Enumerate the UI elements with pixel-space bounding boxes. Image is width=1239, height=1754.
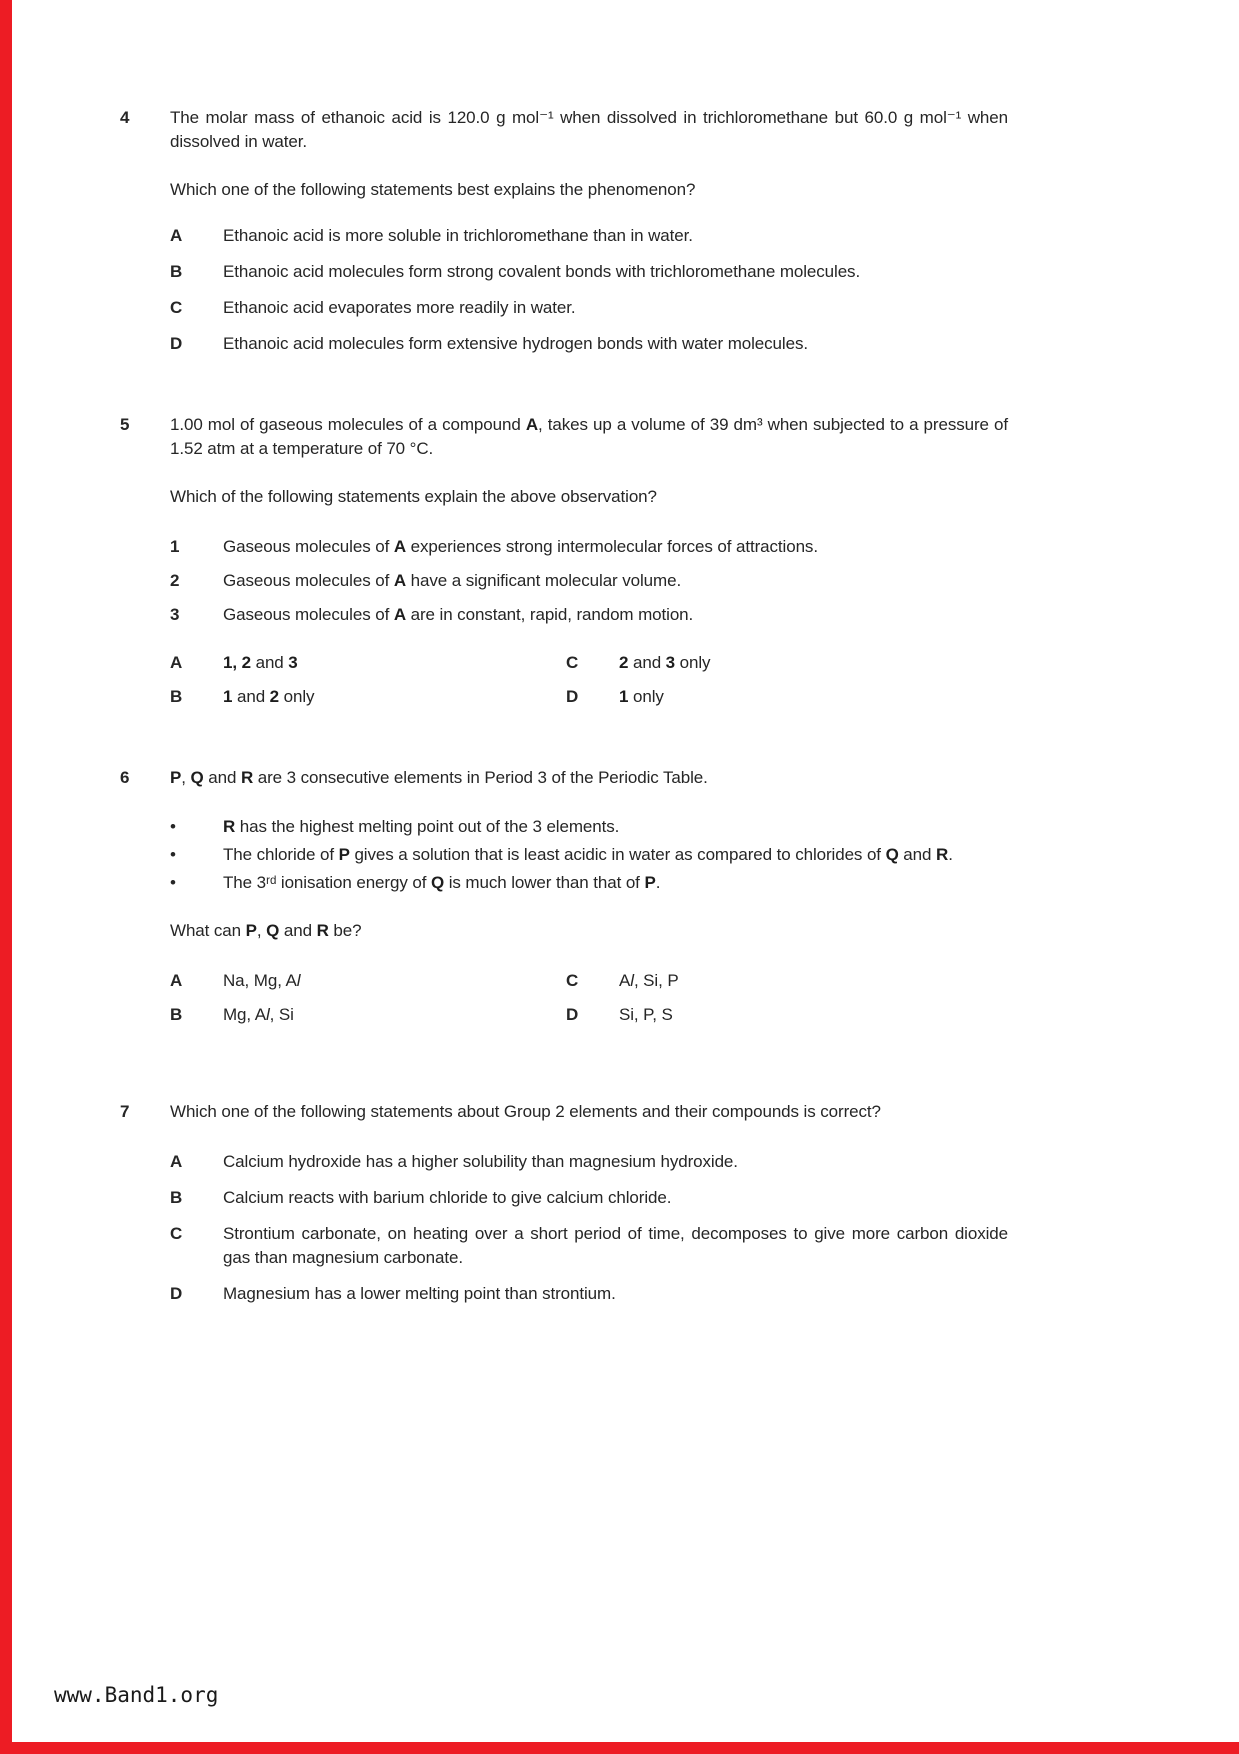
option-letter: C [566,971,579,990]
question-number: 4 [120,108,130,127]
option-letter: D [566,687,579,706]
option-letter: A [170,653,183,672]
red-border-left [0,0,12,1754]
question-7 [120,1100,1010,1306]
option-row [566,969,1008,993]
option-letter: B [170,687,183,706]
option-text: Si, P, S [619,1005,673,1024]
statement-number: 2 [170,571,180,590]
option-row [170,651,566,675]
option-row [170,1186,1008,1210]
option-letter: C [170,298,183,317]
option-row [170,1150,1008,1174]
question-prompt: What can P, Q and R be? [170,921,362,940]
option-text: Mg, Al, Si [223,1005,294,1024]
statement-text: Gaseous molecules of A are in constant, rapid, random motion. [223,605,694,624]
question-text: The molar mass of ethanoic acid is 120.0 g mol⁻¹ when dissolved in trichloromethane but 60.0 g mol⁻¹ when dissolved in water. [170,108,1008,151]
question-text: P, Q and R are 3 consecutive elements in Period 3 of the Periodic Table. [170,768,708,787]
option-letter: C [170,1224,183,1243]
option-letter: C [566,653,579,672]
option-letter: A [170,226,183,245]
option-text: Calcium hydroxide has a higher solubility than magnesium hydroxide. [223,1152,738,1171]
question-text: Which one of the following statements about Group 2 elements and their compounds is correct? [170,1102,881,1121]
question-number: 5 [120,415,130,434]
option-row [566,685,1008,709]
option-text: Al, Si, P [619,971,679,990]
bullet-text: The 3ʳᵈ ionisation energy of Q is much lower than that of P. [223,873,661,892]
bullet-text: R has the highest melting point out of the 3 elements. [223,817,620,836]
question-prompt: Which one of the following statements best explains the phenomenon? [170,180,696,199]
option-letter: A [170,1152,183,1171]
option-text: Strontium carbonate, on heating over a short period of time, decomposes to give more carbon dioxide gas than magnesium carbonate. [223,1224,1008,1267]
option-letter: D [170,334,183,353]
question-number: 6 [120,768,130,787]
statement-row [170,535,1008,559]
bullet-item [170,871,1008,895]
question-text: 1.00 mol of gaseous molecules of a compound A, takes up a volume of 39 dm³ when subjected to a pressure of 1.52 atm at a temperature of 70 °C. [170,415,1008,458]
option-letter: D [566,1005,579,1024]
option-letter: A [170,971,183,990]
question-6 [120,766,1010,1027]
bullet-item [170,815,1008,839]
option-text: Magnesium has a lower melting point than strontium. [223,1284,616,1303]
bullet-item [170,843,1008,867]
option-text: Ethanoic acid molecules form strong covalent bonds with trichloromethane molecules. [223,262,861,281]
option-row [170,1222,1008,1270]
option-row [170,1282,1008,1306]
option-text: 1 only [619,687,664,706]
option-row [170,260,1008,284]
bullet-text: The chloride of P gives a solution that is least acidic in water as compared to chlorides of Q and R. [223,845,953,864]
footer-watermark: www.Band1.org [54,1683,219,1707]
option-letter: B [170,1188,183,1207]
red-border-bottom [0,1742,1239,1754]
statement-text: Gaseous molecules of A have a significant molecular volume. [223,571,682,590]
option-text: Ethanoic acid molecules form extensive hydrogen bonds with water molecules. [223,334,808,353]
option-row [170,296,1008,320]
statement-text: Gaseous molecules of A experiences strong intermolecular forces of attractions. [223,537,818,556]
question-prompt: Which of the following statements explain the above observation? [170,487,657,506]
option-text: 1, 2 and 3 [223,653,298,672]
bullet-dot-icon: • [170,817,176,836]
option-text: 1 and 2 only [223,687,315,706]
option-row [566,1003,1008,1027]
option-text: Ethanoic acid evaporates more readily in water. [223,298,576,317]
statement-row [170,569,1008,593]
option-text: Calcium reacts with barium chloride to give calcium chloride. [223,1188,672,1207]
option-row [170,1003,566,1027]
question-4 [120,106,1010,356]
options-grid [170,651,1008,709]
bullet-dot-icon: • [170,873,176,892]
option-row [170,969,566,993]
options-grid [170,969,1008,1027]
option-letter: D [170,1284,183,1303]
option-text: Ethanoic acid is more soluble in trichloromethane than in water. [223,226,693,245]
bullet-dot-icon: • [170,845,176,864]
option-row [566,651,1008,675]
question-number: 7 [120,1102,130,1121]
option-text: Na, Mg, Al [223,971,301,990]
option-row [170,332,1008,356]
statement-number: 1 [170,537,180,556]
option-row [170,685,566,709]
statement-number: 3 [170,605,180,624]
option-letter: B [170,262,183,281]
option-row [170,224,1008,248]
question-5 [120,413,1010,709]
statement-row [170,603,1008,627]
option-letter: B [170,1005,183,1024]
option-text: 2 and 3 only [619,653,711,672]
